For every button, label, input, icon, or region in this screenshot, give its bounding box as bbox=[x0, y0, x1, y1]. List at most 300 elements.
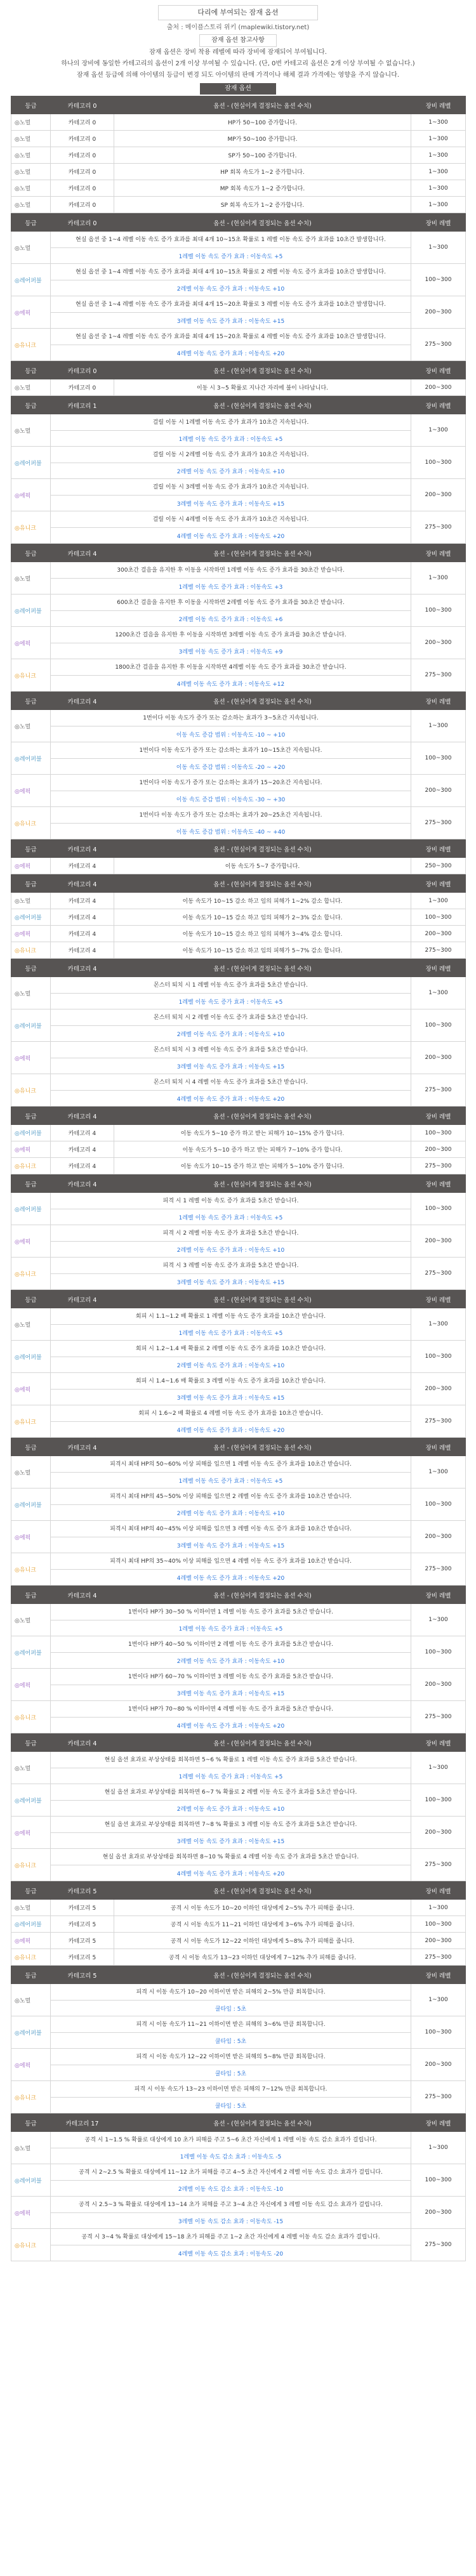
level-cell: 100~300 bbox=[411, 909, 466, 926]
option-effect-cell: 쿨타임 : 5초 bbox=[51, 2033, 411, 2049]
level-cell: 1~300 bbox=[411, 977, 466, 1009]
grade-cell: ◎레어퍼블 bbox=[11, 2164, 51, 2197]
grade-cell: ◎노멀 bbox=[11, 710, 51, 742]
option-effect-cell: 4레벨 이동 속도 증가 효과 : 이동속도 +12 bbox=[51, 676, 411, 692]
grade-cell: ◎에픽 bbox=[11, 1669, 51, 1701]
grade-cell: ◎노멀 bbox=[11, 197, 51, 213]
category-cell: 카테고리 5 bbox=[51, 1933, 114, 1949]
grade-cell: ◎에픽 bbox=[11, 1141, 51, 1158]
option-effect-cell: 2레벨 이동 속도 증가 효과 : 이동속도 +10 bbox=[51, 463, 411, 479]
table-row bbox=[11, 942, 466, 959]
level-cell: 275~300 bbox=[411, 1158, 466, 1174]
options-table bbox=[11, 959, 466, 1107]
level-cell: 1~300 bbox=[411, 197, 466, 213]
level-cell: 1~300 bbox=[411, 1456, 466, 1488]
level-cell: 100~300 bbox=[411, 742, 466, 775]
level-cell: 100~300 bbox=[411, 1488, 466, 1521]
header-grade: 등급 bbox=[11, 1175, 51, 1193]
option-cell: 300초간 걸음을 유지한 후 이동을 시작하면 1레벨 이동 속도 증가 효과를 30초간 받습니다. bbox=[51, 562, 411, 579]
grade-cell: ◎노멀 bbox=[11, 114, 51, 131]
options-table bbox=[11, 1733, 466, 1881]
category-cell: 카테고리 0 bbox=[51, 164, 114, 180]
level-cell: 100~300 bbox=[411, 1009, 466, 1042]
option-effect-cell: 1레벨 이동 속도 증가 효과 : 이동속도 +5 bbox=[51, 431, 411, 447]
option-effect-cell: 1레벨 이동 속도 증가 효과 : 이동속도 +5 bbox=[51, 248, 411, 264]
category-cell: 카테고리 4 bbox=[51, 1125, 114, 1141]
table-sub-row bbox=[11, 2001, 466, 2016]
option-cell: 현실 옵션 효과로 부상상태를 회복하면 7~8 % 확률로 3 레벨 이동 속도 증가 효과를 5초간 받습니다. bbox=[51, 1817, 411, 1833]
category-cell: 카테고리 5 bbox=[51, 1949, 114, 1966]
table-row bbox=[11, 1258, 466, 1274]
option-cell: 이동 속도가 10~15 감소 하고 임의 피해가 3~4% 감소 합니다. bbox=[114, 926, 411, 942]
option-cell: 1200초간 걸음을 유지한 후 이동을 시작하면 3레벨 이동 속도 증가 효과를 30초간 받습니다. bbox=[51, 627, 411, 643]
header-level: 장비 레벨 bbox=[411, 1438, 466, 1456]
option-cell: MP가 50~100 증가합니다. bbox=[114, 131, 411, 147]
table-header-row bbox=[11, 1438, 466, 1456]
level-cell: 275~300 bbox=[411, 807, 466, 839]
option-effect-cell: 4레벨 이동 속도 증가 효과 : 이동속도 +20 bbox=[51, 1091, 411, 1107]
option-effect-cell: 1레벨 이동 속도 증가 효과 : 이동속도 +5 bbox=[51, 1473, 411, 1488]
option-cell: 현실 옵션 중 1~4 레벨 이동 속도 증가 효과를 최대 4개 15~20초 확률로 4 레벨 이동 속도 증가 효과를 10초간 발생합니다. bbox=[51, 329, 411, 345]
header-grade: 등급 bbox=[11, 1882, 51, 1900]
header-category: 카테고리 1 bbox=[51, 397, 114, 414]
option-effect-cell: 이동 속도 증감 범위 : 이동속도 -40 ~ +40 bbox=[51, 824, 411, 839]
table-header-row bbox=[11, 840, 466, 858]
level-cell: 275~300 bbox=[411, 2229, 466, 2261]
option-cell: 이동 속도가 10~15 감소 하고 임의 피해가 5~7% 감소 합니다. bbox=[114, 942, 411, 959]
option-effect-cell: 2레벨 이동 속도 증가 효과 : 이동속도 +10 bbox=[51, 1242, 411, 1258]
table-header-row bbox=[11, 214, 466, 232]
table-sub-row bbox=[11, 1865, 466, 1881]
option-cell: 회피 시 1.2~1.4 배 확률로 2 레벨 이동 속도 증가 효과를 10초간 받습니다. bbox=[51, 1341, 411, 1357]
level-cell: 275~300 bbox=[411, 1949, 466, 1966]
category-cell: 카테고리 4 bbox=[51, 909, 114, 926]
level-cell: 1~300 bbox=[411, 232, 466, 264]
table-sub-row bbox=[11, 726, 466, 742]
header-option: 옵션 - (현실이게 결정되는 옵션 수치) bbox=[114, 1882, 411, 1900]
table-row bbox=[11, 2081, 466, 2098]
header-level: 장비 레벨 bbox=[411, 1586, 466, 1604]
option-cell: 이동 속도가 10~15 감소 하고 임의 피해가 1~2% 감소 합니다. bbox=[114, 893, 411, 909]
option-effect-cell: 4레벨 이동 속도 감소 효과 : 이동속도 -20 bbox=[51, 2245, 411, 2261]
header-level: 장비 레벨 bbox=[411, 1734, 466, 1752]
header-grade: 등급 bbox=[11, 875, 51, 893]
table-header-row bbox=[11, 875, 466, 893]
header-category: 카테고리 0 bbox=[51, 96, 114, 114]
table-row bbox=[11, 926, 466, 942]
table-row bbox=[11, 1488, 466, 1505]
table-sub-row bbox=[11, 994, 466, 1009]
option-effect-cell: 1레벨 이동 속도 증가 효과 : 이동속도 +5 bbox=[51, 994, 411, 1009]
option-cell: 1번이다 HP가 30~50 % 이하이면 1 레벨 이동 속도 증가 효과를 5초간 받습니다. bbox=[51, 1604, 411, 1620]
option-cell: 1번이다 이동 속도가 증가 또는 감소하는 효과가 10~15초간 지속됩니다. bbox=[51, 742, 411, 759]
table-header-row bbox=[11, 1734, 466, 1752]
grade-cell: ◎노멀 bbox=[11, 414, 51, 447]
options-table bbox=[11, 839, 466, 874]
table-row bbox=[11, 2132, 466, 2148]
header-level: 장비 레벨 bbox=[411, 1882, 466, 1900]
table-row bbox=[11, 1308, 466, 1325]
option-effect-cell: 쿨타임 : 5초 bbox=[51, 2098, 411, 2113]
header-grade: 등급 bbox=[11, 1734, 51, 1752]
level-cell: 1~300 bbox=[411, 562, 466, 595]
table-row bbox=[11, 1074, 466, 1091]
table-sub-row bbox=[11, 1242, 466, 1258]
option-cell: 피격시 최대 HP의 35~40% 이상 피해를 입으면 4 레벨 이동 속도 증가 효과를 10초간 받습니다. bbox=[51, 1553, 411, 1570]
option-cell: 피격 시 이동 속도가 11~21 이하이면 받은 피해의 3~6% 만큼 회복합니다. bbox=[51, 2016, 411, 2033]
header-category: 카테고리 4 bbox=[51, 1438, 114, 1456]
header-grade: 등급 bbox=[11, 96, 51, 114]
header-grade: 등급 bbox=[11, 1291, 51, 1308]
table-row bbox=[11, 710, 466, 726]
options-table bbox=[11, 1107, 466, 1174]
option-cell: 공격 시 이동 속도가 10~20 이하인 대상에게 2~5% 추가 피해를 줍니다. bbox=[114, 1900, 411, 1916]
header-option: 옵션 - (현실이게 결정되는 옵션 수치) bbox=[114, 1586, 411, 1604]
table-row bbox=[11, 1784, 466, 1801]
grade-cell: ◎에픽 bbox=[11, 627, 51, 659]
level-cell: 100~300 bbox=[411, 2164, 466, 2197]
header-option: 옵션 - (현실이게 결정되는 옵션 수치) bbox=[114, 959, 411, 977]
table-row bbox=[11, 180, 466, 197]
table-row bbox=[11, 511, 466, 528]
level-cell: 200~300 bbox=[411, 1141, 466, 1158]
option-cell: 이동 속도가 10~15 감소 하고 임의 피해가 2~3% 감소 합니다. bbox=[114, 909, 411, 926]
table-sub-row bbox=[11, 1718, 466, 1733]
options-table bbox=[11, 96, 466, 213]
grade-cell: ◎에픽 bbox=[11, 2049, 51, 2081]
header-level: 장비 레벨 bbox=[411, 875, 466, 893]
option-cell: 피격시 최대 HP의 40~45% 이상 피해를 입으면 3 레벨 이동 속도 증가 효과를 10초간 받습니다. bbox=[51, 1521, 411, 1537]
option-cell: HP가 50~100 증가합니다. bbox=[114, 114, 411, 131]
header-option: 옵션 - (현실이게 결정되는 옵션 수치) bbox=[114, 544, 411, 562]
grade-cell: ◎레어퍼블 bbox=[11, 1636, 51, 1669]
option-cell: 이동 속도가 5~7 증가합니다. bbox=[114, 858, 411, 874]
options-table bbox=[11, 1438, 466, 1586]
option-cell: 피격시 최대 HP의 50~60% 이상 피해를 입으면 1 레벨 이동 속도 증가 효과를 10초간 받습니다. bbox=[51, 1456, 411, 1473]
option-effect-cell: 2레벨 이동 속도 증가 효과 : 이동속도 +10 bbox=[51, 1505, 411, 1521]
table-sub-row bbox=[11, 496, 466, 511]
table-row bbox=[11, 447, 466, 463]
level-cell: 275~300 bbox=[411, 329, 466, 361]
options-table bbox=[11, 213, 466, 361]
table-row bbox=[11, 1604, 466, 1620]
option-cell: 공격 시 1~1.5 % 확률로 대상에게 10 초가 피해를 주고 5~6 초간 자신에게 1 레벨 이동 속도 감소 효과가 걸립니다. bbox=[51, 2132, 411, 2148]
grade-cell: ◎에픽 bbox=[11, 296, 51, 329]
section-title: 잠재 옵션 bbox=[200, 83, 276, 95]
table-row bbox=[11, 1817, 466, 1833]
level-cell: 100~300 bbox=[411, 1636, 466, 1669]
option-cell: 이동 시 3~5 확률로 지나간 자리에 불이 나타납니다. bbox=[114, 379, 411, 396]
header-category: 카테고리 4 bbox=[51, 875, 114, 893]
option-cell: 피격 시 이동 속도가 13~23 이하이면 받은 피해의 7~12% 만큼 회복합니다. bbox=[51, 2081, 411, 2098]
grade-cell: ◎유니크 bbox=[11, 1949, 51, 1966]
category-cell: 카테고리 4 bbox=[51, 1158, 114, 1174]
option-cell: HP 회복 속도가 1~2 증가합니다. bbox=[114, 164, 411, 180]
header-level: 장비 레벨 bbox=[411, 959, 466, 977]
header-level: 장비 레벨 bbox=[411, 214, 466, 232]
level-cell: 100~300 bbox=[411, 2016, 466, 2049]
header-option: 옵션 - (현실이게 결정되는 옵션 수치) bbox=[114, 96, 411, 114]
option-cell: 600초간 걸음을 유지한 후 이동을 시작하면 2레벨 이동 속도 증가 효과를 30초간 받습니다. bbox=[51, 595, 411, 611]
option-effect-cell: 4레벨 이동 속도 증가 효과 : 이동속도 +20 bbox=[51, 528, 411, 544]
table-header-row bbox=[11, 1175, 466, 1193]
option-cell: 회피 시 1.6~2 배 확률로 4 레벨 이동 속도 증가 효과를 10초간 받습니다. bbox=[51, 1405, 411, 1422]
level-cell: 1~300 bbox=[411, 414, 466, 447]
option-effect-cell: 이동 속도 증감 범위 : 이동속도 -20 ~ +20 bbox=[51, 759, 411, 775]
grade-cell: ◎유니크 bbox=[11, 1405, 51, 1438]
level-cell: 200~300 bbox=[411, 627, 466, 659]
header-grade: 등급 bbox=[11, 1438, 51, 1456]
header-category: 카테고리 4 bbox=[51, 1107, 114, 1125]
option-cell: 걸릴 이동 시 2레벨 이동 속도 증가 효과가 10초간 지속됩니다. bbox=[51, 447, 411, 463]
level-cell: 275~300 bbox=[411, 1074, 466, 1107]
options-table bbox=[11, 1174, 466, 1290]
category-cell: 카테고리 4 bbox=[51, 1141, 114, 1158]
option-cell: 현실 옵션 중 1~4 레벨 이동 속도 증가 효과를 최대 4개 10~15초 확률로 2 레벨 이동 속도 증가 효과를 10초간 발생합니다. bbox=[51, 264, 411, 280]
header-level: 장비 레벨 bbox=[411, 1291, 466, 1308]
grade-cell: ◎유니크 bbox=[11, 807, 51, 839]
grade-cell: ◎노멀 bbox=[11, 164, 51, 180]
option-cell: 공격 시 이동 속도가 12~22 이하인 대상에게 5~8% 추가 피해를 줍니다. bbox=[114, 1933, 411, 1949]
option-effect-cell: 2레벨 이동 속도 증가 효과 : 이동속도 +10 bbox=[51, 1026, 411, 1042]
header-option: 옵션 - (현실이게 결정되는 옵션 수치) bbox=[114, 1107, 411, 1125]
option-cell: 1800초간 걸음을 유지한 후 이동을 시작하면 4레벨 이동 속도 증가 효과를 30초간 받습니다. bbox=[51, 659, 411, 676]
category-cell: 카테고리 4 bbox=[51, 942, 114, 959]
option-cell: 공격 시 2.5~3 % 확률로 대상에게 13~14 초가 피해를 주고 3~4 초간 자신에게 3 레벨 이동 속도 감소 효과가 걸립니다. bbox=[51, 2197, 411, 2213]
grade-cell: ◎에픽 bbox=[11, 1521, 51, 1553]
options-table bbox=[11, 396, 466, 544]
options-tables bbox=[11, 96, 465, 2261]
table-sub-row bbox=[11, 2213, 466, 2229]
options-table bbox=[11, 361, 466, 396]
table-sub-row bbox=[11, 1768, 466, 1784]
table-header-row bbox=[11, 1882, 466, 1900]
header-option: 옵션 - (현실이게 결정되는 옵션 수치) bbox=[114, 692, 411, 710]
table-row bbox=[11, 1933, 466, 1949]
level-cell: 1~300 bbox=[411, 710, 466, 742]
level-cell: 200~300 bbox=[411, 775, 466, 807]
option-effect-cell: 2레벨 이동 속도 증가 효과 : 이동속도 +10 bbox=[51, 1357, 411, 1373]
option-effect-cell: 3레벨 이동 속도 감소 효과 : 이동속도 -15 bbox=[51, 2213, 411, 2229]
table-row bbox=[11, 379, 466, 396]
table-sub-row bbox=[11, 2098, 466, 2113]
option-effect-cell: 이동 속도 증감 범위 : 이동속도 -30 ~ +30 bbox=[51, 791, 411, 807]
table-row bbox=[11, 1158, 466, 1174]
table-sub-row bbox=[11, 2181, 466, 2197]
category-cell: 카테고리 0 bbox=[51, 197, 114, 213]
level-cell: 275~300 bbox=[411, 2081, 466, 2113]
table-header-row bbox=[11, 397, 466, 414]
level-cell: 200~300 bbox=[411, 296, 466, 329]
option-cell: 1번이다 이동 속도가 증가 또는 감소하는 효과가 15~20초간 지속됩니다. bbox=[51, 775, 411, 791]
grade-cell: ◎노멀 bbox=[11, 232, 51, 264]
table-row bbox=[11, 1553, 466, 1570]
option-effect-cell: 쿨타임 : 5초 bbox=[51, 2001, 411, 2016]
level-cell: 1~300 bbox=[411, 131, 466, 147]
page bbox=[11, 0, 465, 2261]
table-sub-row bbox=[11, 463, 466, 479]
option-effect-cell: 1레벨 이동 속도 증가 효과 : 이동속도 +5 bbox=[51, 1620, 411, 1636]
header-option: 옵션 - (현실이게 결정되는 옵션 수치) bbox=[114, 1734, 411, 1752]
header-level: 장비 레벨 bbox=[411, 1175, 466, 1193]
level-cell: 1~300 bbox=[411, 1752, 466, 1784]
options-table bbox=[11, 1290, 466, 1438]
header-category: 카테고리 0 bbox=[51, 362, 114, 379]
header-category: 카테고리 5 bbox=[51, 1882, 114, 1900]
header-category: 카테고리 4 bbox=[51, 1734, 114, 1752]
table-sub-row bbox=[11, 1357, 466, 1373]
table-row bbox=[11, 131, 466, 147]
table-sub-row bbox=[11, 759, 466, 775]
table-header-row bbox=[11, 1107, 466, 1125]
header-option: 옵션 - (현실이게 결정되는 옵션 수치) bbox=[114, 362, 411, 379]
grade-cell: ◎에픽 bbox=[11, 1373, 51, 1405]
options-table bbox=[11, 874, 466, 959]
header-grade: 등급 bbox=[11, 1586, 51, 1604]
table-sub-row bbox=[11, 791, 466, 807]
table-row bbox=[11, 893, 466, 909]
option-cell: 걸릴 이동 시 1레벨 이동 속도 증가 효과가 10초간 지속됩니다. bbox=[51, 414, 411, 431]
level-cell: 200~300 bbox=[411, 2197, 466, 2229]
option-cell: 현실 옵션 효과로 부상상태를 회복하면 6~7 % 확률로 2 레벨 이동 속도 증가 효과를 5초간 받습니다. bbox=[51, 1784, 411, 1801]
level-cell: 275~300 bbox=[411, 1849, 466, 1881]
category-cell: 카테고리 0 bbox=[51, 114, 114, 131]
source-line: 출처 : 메이플스토리 위키 (maplewiki.tistory.net) bbox=[166, 24, 310, 31]
table-row bbox=[11, 1341, 466, 1357]
option-effect-cell: 3레벨 이동 속도 증가 효과 : 이동속도 +15 bbox=[51, 1685, 411, 1701]
table-sub-row bbox=[11, 2033, 466, 2049]
option-effect-cell: 3레벨 이동 속도 증가 효과 : 이동속도 +15 bbox=[51, 1274, 411, 1290]
header-category: 카테고리 4 bbox=[51, 1291, 114, 1308]
notice-line: 잠재 옵션 등급에 의해 아이템의 등급이 변경 되도 아이템의 판매 가격이나 해체 결과 가격에는 영향을 주지 않습니다. bbox=[76, 72, 400, 79]
option-cell: MP 회복 속도가 1~2 증가합니다. bbox=[114, 180, 411, 197]
option-cell: 현실 옵션 효과로 부상상태를 회복하면 5~6 % 확률로 1 레벨 이동 속도 증가 효과를 5초간 받습니다. bbox=[51, 1752, 411, 1768]
grade-cell: ◎레어퍼블 bbox=[11, 1125, 51, 1141]
table-header-row bbox=[11, 959, 466, 977]
level-cell: 200~300 bbox=[411, 1042, 466, 1074]
table-sub-row bbox=[11, 1325, 466, 1341]
table-sub-row bbox=[11, 1685, 466, 1701]
option-cell: 피격시 최대 HP의 45~50% 이상 피해를 입으면 2 레벨 이동 속도 증가 효과를 10초간 받습니다. bbox=[51, 1488, 411, 1505]
header-category: 카테고리 4 bbox=[51, 1586, 114, 1604]
header-grade: 등급 bbox=[11, 544, 51, 562]
table-row bbox=[11, 1949, 466, 1966]
option-cell: 몬스터 퇴치 시 4 레벨 이동 속도 증가 효과를 5초간 받습니다. bbox=[51, 1074, 411, 1091]
table-row bbox=[11, 1669, 466, 1685]
option-effect-cell: 2레벨 이동 속도 증가 효과 : 이동속도 +6 bbox=[51, 611, 411, 627]
option-effect-cell: 1레벨 이동 속도 증가 효과 : 이동속도 +5 bbox=[51, 1768, 411, 1784]
category-cell: 카테고리 4 bbox=[51, 926, 114, 942]
table-sub-row bbox=[11, 824, 466, 839]
grade-cell: ◎에픽 bbox=[11, 1225, 51, 1258]
grade-cell: ◎유니크 bbox=[11, 1553, 51, 1586]
header-level: 장비 레벨 bbox=[411, 544, 466, 562]
header-grade: 등급 bbox=[11, 214, 51, 232]
table-sub-row bbox=[11, 1505, 466, 1521]
header-category: 카테고리 4 bbox=[51, 544, 114, 562]
table-row bbox=[11, 2016, 466, 2033]
header-category: 카테고리 4 bbox=[51, 840, 114, 858]
header-category: 카테고리 4 bbox=[51, 1175, 114, 1193]
level-cell: 275~300 bbox=[411, 1258, 466, 1290]
option-cell: 피격 시 3 레벨 이동 속도 증가 효과를 5초간 받습니다. bbox=[51, 1258, 411, 1274]
option-effect-cell: 3레벨 이동 속도 증가 효과 : 이동속도 +9 bbox=[51, 643, 411, 659]
option-effect-cell: 2레벨 이동 속도 증가 효과 : 이동속도 +10 bbox=[51, 280, 411, 296]
table-sub-row bbox=[11, 676, 466, 692]
level-cell: 275~300 bbox=[411, 1701, 466, 1733]
table-header-row bbox=[11, 1966, 466, 1984]
table-row bbox=[11, 1405, 466, 1422]
option-cell: 몬스터 퇴치 시 3 레벨 이동 속도 증가 효과를 5초간 받습니다. bbox=[51, 1042, 411, 1058]
table-header-row bbox=[11, 692, 466, 710]
table-row bbox=[11, 329, 466, 345]
option-cell: 피격 시 2 레벨 이동 속도 증가 효과를 5초간 받습니다. bbox=[51, 1225, 411, 1242]
header-level: 장비 레벨 bbox=[411, 96, 466, 114]
table-row bbox=[11, 2164, 466, 2181]
option-cell: 공격 시 3~4 % 확률로 대상에게 15~18 초가 피해를 주고 1~2 초간 자신에게 4 레벨 이동 속도 감소 효과가 걸립니다. bbox=[51, 2229, 411, 2245]
header-grade: 등급 bbox=[11, 397, 51, 414]
level-cell: 200~300 bbox=[411, 926, 466, 942]
level-cell: 1~300 bbox=[411, 180, 466, 197]
option-cell: SP가 50~100 증가합니다. bbox=[114, 147, 411, 164]
table-row bbox=[11, 858, 466, 874]
table-row bbox=[11, 1373, 466, 1390]
header-option: 옵션 - (현실이게 결정되는 옵션 수치) bbox=[114, 1175, 411, 1193]
header-level: 장비 레벨 bbox=[411, 397, 466, 414]
grade-cell: ◎노멀 bbox=[11, 1752, 51, 1784]
option-effect-cell: 3레벨 이동 속도 증가 효과 : 이동속도 +15 bbox=[51, 1058, 411, 1074]
table-row bbox=[11, 1141, 466, 1158]
grade-cell: ◎노멀 bbox=[11, 1604, 51, 1636]
category-cell: 카테고리 5 bbox=[51, 1916, 114, 1933]
header-grade: 등급 bbox=[11, 2114, 51, 2132]
grade-cell: ◎유니크 bbox=[11, 1074, 51, 1107]
grade-cell: ◎에픽 bbox=[11, 775, 51, 807]
option-cell: 1번이다 이동 속도가 증가 또는 감소하는 효과가 3~5초간 지속됩니다. bbox=[51, 710, 411, 726]
header-grade: 등급 bbox=[11, 959, 51, 977]
option-effect-cell: 4레벨 이동 속도 증가 효과 : 이동속도 +20 bbox=[51, 1570, 411, 1586]
table-sub-row bbox=[11, 643, 466, 659]
header-category: 카테고리 5 bbox=[51, 1966, 114, 1984]
option-effect-cell: 3레벨 이동 속도 증가 효과 : 이동속도 +15 bbox=[51, 496, 411, 511]
table-sub-row bbox=[11, 2065, 466, 2081]
option-effect-cell: 1레벨 이동 속도 증가 효과 : 이동속도 +3 bbox=[51, 579, 411, 595]
header-level: 장비 레벨 bbox=[411, 1966, 466, 1984]
table-row bbox=[11, 2229, 466, 2245]
level-cell: 1~300 bbox=[411, 893, 466, 909]
header-level: 장비 레벨 bbox=[411, 840, 466, 858]
table-row bbox=[11, 1752, 466, 1768]
grade-cell: ◎레어퍼블 bbox=[11, 1488, 51, 1521]
option-effect-cell: 3레벨 이동 속도 증가 효과 : 이동속도 +15 bbox=[51, 1390, 411, 1405]
table-row bbox=[11, 164, 466, 180]
option-cell: 현실 옵션 중 1~4 레벨 이동 속도 증가 효과를 최대 4개 10~15초 확률로 1 레벨 이동 속도 증가 효과를 10초간 발생합니다. bbox=[51, 232, 411, 248]
option-cell: 피격 시 이동 속도가 12~22 이하이면 받은 피해의 5~8% 만큼 회복합니다. bbox=[51, 2049, 411, 2065]
table-sub-row bbox=[11, 248, 466, 264]
level-cell: 200~300 bbox=[411, 1521, 466, 1553]
option-cell: 1번이다 HP가 40~50 % 이하이면 2 레벨 이동 속도 증가 효과를 5초간 받습니다. bbox=[51, 1636, 411, 1653]
options-table bbox=[11, 544, 466, 692]
header-grade: 등급 bbox=[11, 692, 51, 710]
table-sub-row bbox=[11, 528, 466, 544]
table-row bbox=[11, 1984, 466, 2001]
grade-cell: ◎레어퍼블 bbox=[11, 447, 51, 479]
grade-cell: ◎유니크 bbox=[11, 2229, 51, 2261]
table-sub-row bbox=[11, 1091, 466, 1107]
grade-cell: ◎노멀 bbox=[11, 379, 51, 396]
table-sub-row bbox=[11, 2245, 466, 2261]
grade-cell: ◎노멀 bbox=[11, 977, 51, 1009]
